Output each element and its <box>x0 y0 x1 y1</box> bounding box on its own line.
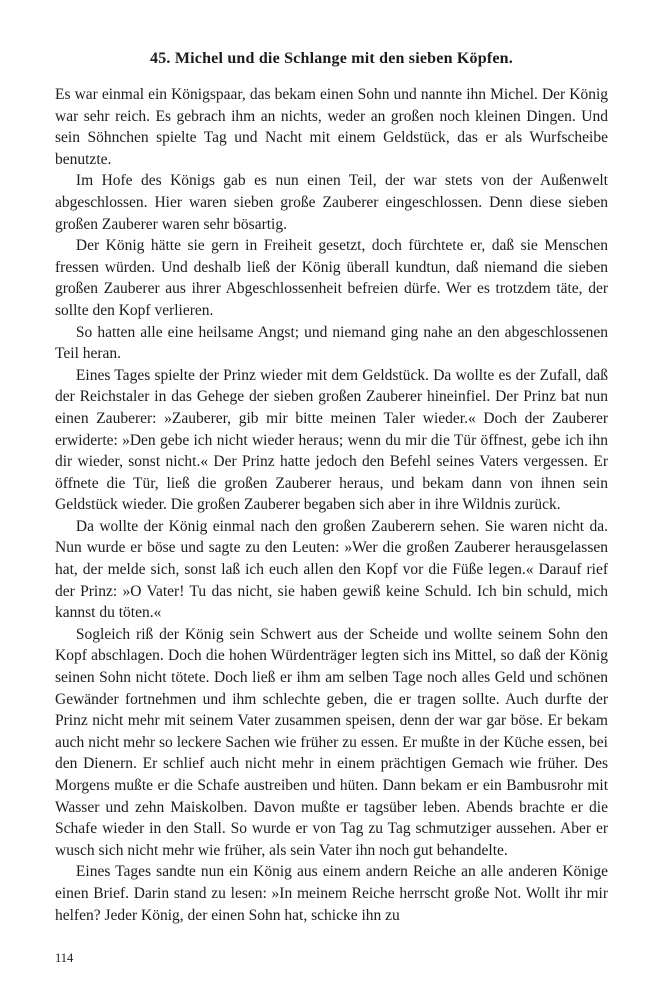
chapter-title: 45. Michel und die Schlange mit den sieben Köpfen. <box>150 50 513 67</box>
paragraph: So hatten alle eine heilsame Angst; und niemand ging nahe an den abgeschlossenen Teil heran. <box>55 323 608 363</box>
page-number: 114 <box>55 951 74 965</box>
paragraph: Im Hofe des Königs gab es nun einen Teil, der war stets von der Außenwelt abgeschlossen. Hier waren sieben große Zauberer eingeschlossen. Denn diese sieben großen Zauberer waren sehr bösartig. <box>55 172 608 233</box>
story-text <box>55 84 608 926</box>
paragraph: Da wollte der König einmal nach den großen Zauberern sehen. Sie waren nicht da. Nun wurde er böse und sagte zu den Leuten: »Wer die großen Zauberer herausgelassen hat, der melde sich, sonst laß ich euch allen den Kopf vor die Füße legen.« Darauf rief der Prinz: »O Vater! Tu das nicht, sie haben gewiß keine Schuld. Ich bin schuld, mich kannst du töten.« <box>55 517 608 622</box>
paragraph: Eines Tages sandte nun ein König aus einem andern Reiche an alle anderen Könige einen Brief. Darin stand zu lesen: »In meinem Reiche herrscht große Not. Wollt ihr mir helfen? Jeder König, der einen Sohn hat, schicke ihn zu <box>55 863 608 924</box>
paragraph: Eines Tages spielte der Prinz wieder mit dem Geldstück. Da wollte es der Zufall, daß der Reichstaler in das Gehege der sieben großen Zauberer hineinfiel. Der Prinz bat nun einen Zauberer: »Zauberer, gib mir bitte meinen Taler wieder.« Doch der Zauberer erwiderte: »Den gebe ich nicht wieder heraus; wenn du mir die Tür öffnest, gebe ich ihn dir wieder, sonst nicht.« Der Prinz hatte jedoch den Befehl seines Vaters vergessen. Er öffnete die Tür, ließ die großen Zauberer heraus, und bekam dann von ihnen sein Geldstück wieder. Die großen Zauberer begaben sich aber in ihre Wildnis zurück. <box>55 366 608 514</box>
paragraph: Der König hätte sie gern in Freiheit gesetzt, doch fürchtete er, daß sie Menschen fressen würden. Und deshalb ließ der König überall kundtun, daß niemand die sieben großen Zauberer aus ihrer Abgeschlossenheit befreien dürfe. Wer es trotzdem täte, der sollte den Kopf verlieren. <box>55 237 608 319</box>
paragraph: Sogleich riß der König sein Schwert aus der Scheide und wollte seinem Sohn den Kopf abschlagen. Doch die hohen Würdenträger legten sich ins Mittel, so daß der König seinen Sohn nicht tötete. Doch ließ er ihm am selben Tage noch alles Geld und schönen Gewänder fortnehmen und ihm schlechte geben, die er tragen sollte. Auch durfte der Prinz nicht mehr mit seinem Vater zusammen speisen, denn der war gar böse. Er bekam auch nicht mehr so leckere Sachen wie früher zu essen. Er mußte in der Küche essen, bei den Dienern. Er schlief auch nicht mehr in einem prächtigen Gemach wie früher. Des Morgens mußte er die Schafe austreiben und hüten. Dann bekam er ein Bambusrohr mit Wasser und zehn Maiskolben. Davon mußte er tagsüber leben. Abends brachte er die Schafe wieder in den Stall. So wurde er von Tag zu Tag schmutziger aussehen. Aber er wusch sich nicht mehr wie früher, als sein Vater ihn noch gut behandelte. <box>55 625 608 859</box>
paragraph: Es war einmal ein Königspaar, das bekam einen Sohn und nannte ihn Michel. Der König war sehr reich. Es gebrach ihm an nichts, weder an großen noch kleinen Dingen. Und sein Söhnchen spielte Tag und Nacht mit einem Geldstück, das er als Wurfscheibe benutzte. <box>55 86 608 168</box>
